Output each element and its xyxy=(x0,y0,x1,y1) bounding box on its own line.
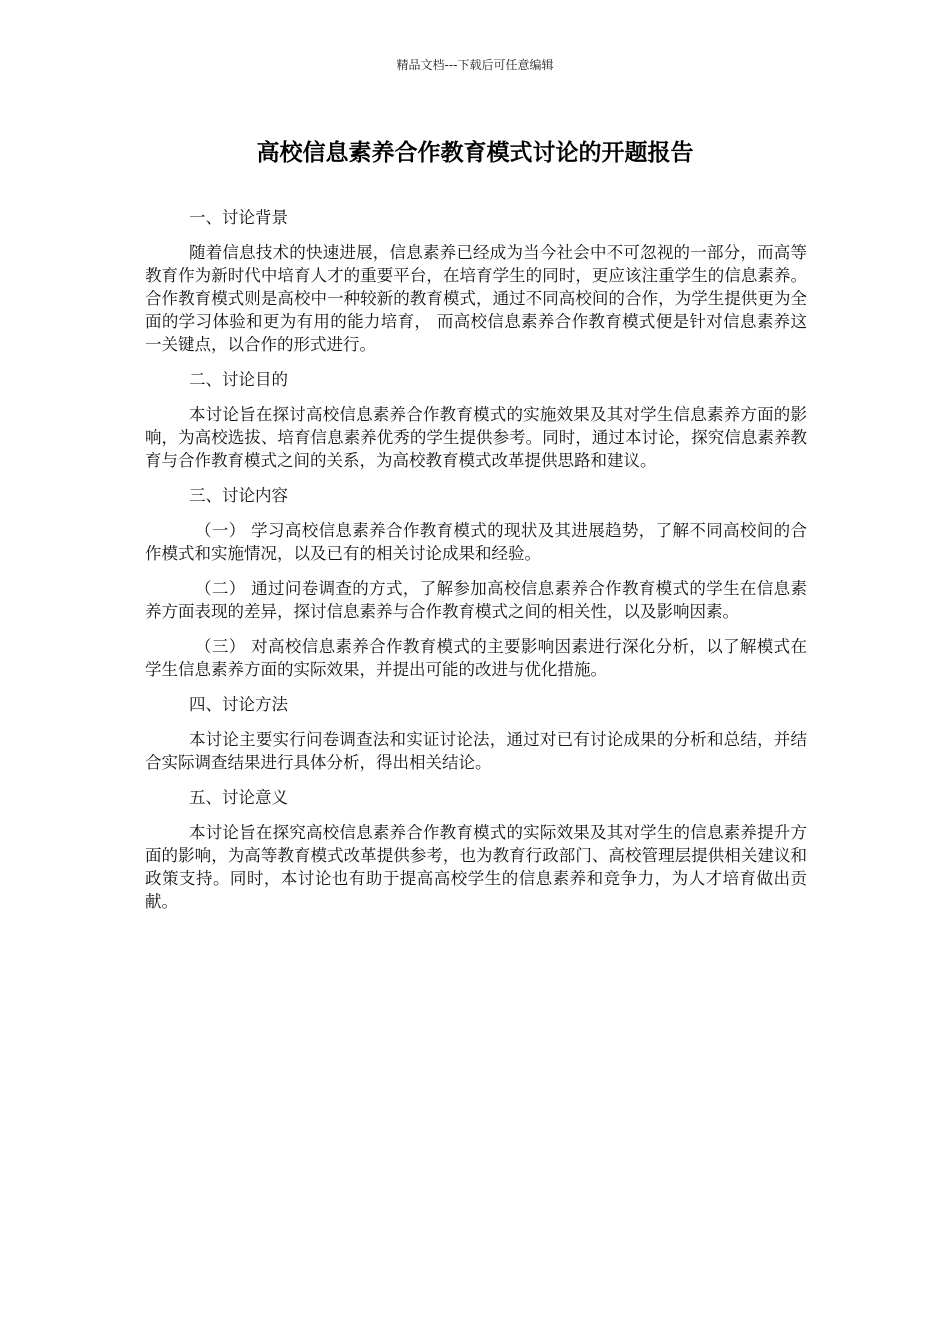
section-heading-purpose: 二、讨论目的 xyxy=(189,370,288,389)
section-text-purpose: 本讨论旨在探讨高校信息素养合作教育模式的实施效果及其对学生信息素养方面的影响，为高校选拔、培育信息素养优秀的学生提供参考。同时，通过本讨论，探究信息素养教育与合作教育模式之间的关系，为高校教育模式改革提供思路和建议。 xyxy=(145,405,807,470)
section-text-background: 随着信息技术的快速进展，信息素养已经成为当今社会中不可忽视的一部分，而高等教育作为新时代中培育人才的重要平台，在培育学生的同时，更应该注重学生的信息素养。合作教育模式则是高校中一种较新的教育模式，通过不同高校间的合作，为学生提供更为全面的学习体验和更为有用的能力培育， 而高校信息素养合作教育模式便是针对信息素养这一关键点，以合作的形式进行。 xyxy=(145,243,807,354)
content-item-2: （二） 通过问卷调查的方式，了解参加高校信息素养合作教育模式的学生在信息素养方面表现的差异，探讨信息素养与合作教育模式之间的相关性，以及影响因素。 xyxy=(145,579,807,621)
section-text-significance: 本讨论旨在探究高校信息素养合作教育模式的实际效果及其对学生的信息素养提升方面的影响，为高等教育模式改革提供参考，也为教育行政部门、高校管理层提供相关建议和政策支持。同时，本讨论也有助于提高高校学生的信息素养和竞争力，为人才培育做出贡献。 xyxy=(145,823,807,911)
section-heading-background: 一、讨论背景 xyxy=(189,208,288,227)
content-item-1: （一） 学习高校信息素养合作教育模式的现状及其进展趋势，了解不同高校间的合作模式和实施情况，以及已有的相关讨论成果和经验。 xyxy=(145,521,807,563)
page-header: 精品文档---下载后可任意编辑 xyxy=(396,58,554,72)
content-item-3: （三） 对高校信息素养合作教育模式的主要影响因素进行深化分析，以了解模式在学生信息素养方面的实际效果，并提出可能的改进与优化措施。 xyxy=(145,637,807,679)
document-title: 高校信息素养合作教育模式讨论的开题报告 xyxy=(256,140,694,166)
section-heading-significance: 五、讨论意义 xyxy=(189,788,288,807)
section-text-method: 本讨论主要实行问卷调查法和实证讨论法，通过对已有讨论成果的分析和总结，并结合实际调查结果进行具体分析，得出相关结论。 xyxy=(145,730,807,772)
section-heading-method: 四、讨论方法 xyxy=(189,695,288,714)
section-heading-content: 三、讨论内容 xyxy=(189,486,288,505)
document-body xyxy=(145,206,807,925)
